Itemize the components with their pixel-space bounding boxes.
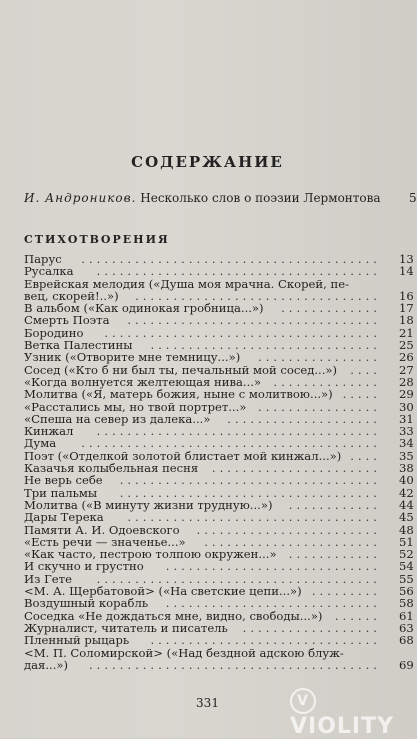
dot-leader: .......................	[204, 534, 381, 549]
contents-heading: СОДЕРЖАНИЕ	[131, 153, 284, 171]
toc-entry-title: «Как часто, пестрою толпою окружен...»	[24, 547, 277, 562]
toc-entry-title: Казачья колыбельная песня	[24, 461, 199, 476]
toc-entry-page: 58	[399, 596, 414, 611]
dot-leader: ............................	[165, 596, 381, 611]
dot-leader: ......	[334, 608, 381, 623]
toc-entry-title: вец, скорей!..»)	[24, 288, 119, 303]
toc-entry-page: 51	[399, 534, 414, 549]
toc-entry-page: 44	[399, 497, 414, 512]
dot-leader: ..............................	[150, 633, 381, 648]
toc-entry-page: 56	[399, 584, 414, 599]
dot-leader: .................................	[127, 313, 381, 328]
page-number: 331	[196, 696, 219, 710]
toc-entry-page: 69	[399, 657, 414, 672]
dot-leader: ....................................	[104, 325, 381, 340]
intro-title: Несколько слов о поэзии Лермонтова	[140, 191, 381, 205]
toc-entry-title: Журналист, читатель и писатель	[24, 620, 228, 635]
toc-entry-title: Дума	[24, 436, 57, 451]
intro-author: И. Андроников.	[24, 191, 137, 205]
toc-entry-title: Поэт («Отделкой золотой блистает мой кинжал...»)	[24, 448, 342, 463]
dot-leader: .....................................	[96, 571, 381, 586]
dot-leader: ................	[258, 399, 381, 414]
toc-entry-title: <М. А. Щербатовой> («На светские цепи...»)	[24, 584, 302, 599]
dot-leader: .................................	[127, 510, 381, 525]
toc-entry-title: Ветка Палестины	[24, 338, 133, 353]
toc-entry-page: 68	[399, 633, 414, 648]
intro-entry	[24, 191, 415, 205]
dot-leader: ..................	[242, 620, 381, 635]
dot-leader: .....................................	[96, 264, 381, 279]
toc-entry-title: Не верь себе	[24, 473, 103, 488]
toc-entry-title: Бородино	[24, 325, 84, 340]
toc-entry	[24, 657, 414, 672]
dot-leader: ................	[258, 350, 381, 365]
toc-entry-title: Кинжал	[24, 424, 74, 439]
toc-entry-title: Соседка «Не дождаться мне, видно, свободы...»)	[24, 608, 323, 623]
toc-entry-page: 31	[399, 411, 414, 426]
dot-leader: .....................................	[96, 424, 381, 439]
toc-entry-title: Пленный рыцарь	[24, 633, 130, 648]
toc-entry-title: Три пальмы	[24, 485, 98, 500]
dot-leader: ..............................	[150, 338, 381, 353]
dot-leader: .............	[281, 301, 381, 316]
toc-entry-page: 13	[399, 252, 414, 266]
toc-entry-page: 35	[399, 448, 414, 463]
dot-leader: ............................	[165, 559, 381, 574]
toc-entry-page: 18	[399, 313, 414, 328]
toc-entry-title: <М. П. Соломирской> («Над бездной адскою блуж-	[24, 645, 344, 660]
dot-leader: ............	[288, 497, 381, 512]
toc-entry-title: Молитва («В минуту жизни трудную...»)	[24, 497, 273, 512]
dot-leader: .....	[342, 387, 381, 402]
toc-entry-title: Воздушный корабль	[24, 596, 149, 611]
toc-entry-page: 63	[399, 620, 414, 635]
toc-entry-title: Еврейская мелодия («Душа моя мрачна. Скорей, пе-	[24, 276, 349, 291]
toc-entry-page: 61	[399, 608, 414, 623]
toc-entry-title: дая...»)	[24, 657, 69, 672]
toc-entry-title: «Когда волнуется желтеющая нива...»	[24, 374, 262, 389]
watermark-logo: VVIOLITY	[290, 688, 415, 739]
toc-entry-title: В альбом («Как одинокая гробница...»)	[24, 301, 264, 316]
dot-leader: ..................................	[119, 485, 381, 500]
toc-entry-page: 21	[399, 325, 414, 340]
toc-entry-page: 17	[399, 301, 414, 316]
dot-leader: ....	[350, 362, 381, 377]
toc-entry-page: 54	[399, 559, 414, 574]
dot-leader: .......................................	[81, 252, 381, 266]
toc-entry-title: Смерть Поэта	[24, 313, 110, 328]
toc-entry-title: Молитва («Я, матерь божия, ныне с молитвою...»)	[24, 387, 333, 402]
toc-entry-title: Узник («Отворите мне темницу...»)	[24, 350, 241, 365]
dot-leader: ........................	[196, 522, 381, 537]
toc-entry-page: 28	[399, 374, 414, 389]
toc-entry-title: Из Гете	[24, 571, 72, 586]
toc-entry-page: 26	[399, 350, 414, 365]
toc-entry-page: 27	[399, 362, 414, 377]
toc-entry-title: «Расстались мы, но твой портрет...»	[24, 399, 247, 414]
dot-leader: ................................	[135, 288, 381, 303]
toc-entry	[24, 559, 414, 574]
toc-entry	[24, 647, 399, 659]
intro-page: 5	[409, 191, 417, 205]
toc-entry-title: Дары Терека	[24, 510, 104, 525]
toc-entry-title: «Есть речи — значенье...»	[24, 534, 186, 549]
dot-leader: ....	[350, 448, 381, 463]
dot-leader: ..................................	[119, 473, 381, 488]
dot-leader: ......................................	[88, 657, 381, 672]
toc-entry-title: Памяти А. И. Одоевского	[24, 522, 180, 537]
dot-leader: ............	[288, 547, 381, 562]
toc-list	[24, 253, 415, 671]
toc-entry-page: 52	[399, 547, 414, 562]
toc-entry-page: 14	[399, 264, 414, 279]
toc-entry-page: 55	[399, 571, 414, 586]
toc-entry-title: И скучно и грустно	[24, 559, 144, 574]
toc-entry-page: 16	[399, 288, 414, 303]
toc-entry-page: 25	[399, 338, 414, 353]
toc-entry-title: «Спеша на север из далека...»	[24, 411, 211, 426]
dot-leader: ..............	[273, 374, 381, 389]
toc-entry-title: Сосед («Кто б ни был ты, печальный мой сосед...»)	[24, 362, 338, 377]
toc-entry-page: 33	[399, 424, 414, 439]
toc-entry-page: 48	[399, 522, 414, 537]
watermark-v-icon: V	[290, 688, 316, 714]
dot-leader: .........	[311, 584, 381, 599]
dot-leader: ......................	[211, 461, 381, 476]
toc-entry-page: 34	[399, 436, 414, 451]
toc-entry-page: 30	[399, 399, 414, 414]
section-heading: СТИХОТВОРЕНИЯ	[24, 233, 170, 246]
toc-entry-page: 38	[399, 461, 414, 476]
toc-entry-page: 45	[399, 510, 414, 525]
toc-entry-title: Парус	[24, 252, 62, 266]
toc-entry-title: Русалка	[24, 264, 74, 279]
dot-leader: .......................................	[81, 436, 381, 451]
toc-entry-page: 42	[399, 485, 414, 500]
toc-entry-page: 29	[399, 387, 414, 402]
dot-leader: ....................	[227, 411, 381, 426]
toc-entry-page: 40	[399, 473, 414, 488]
